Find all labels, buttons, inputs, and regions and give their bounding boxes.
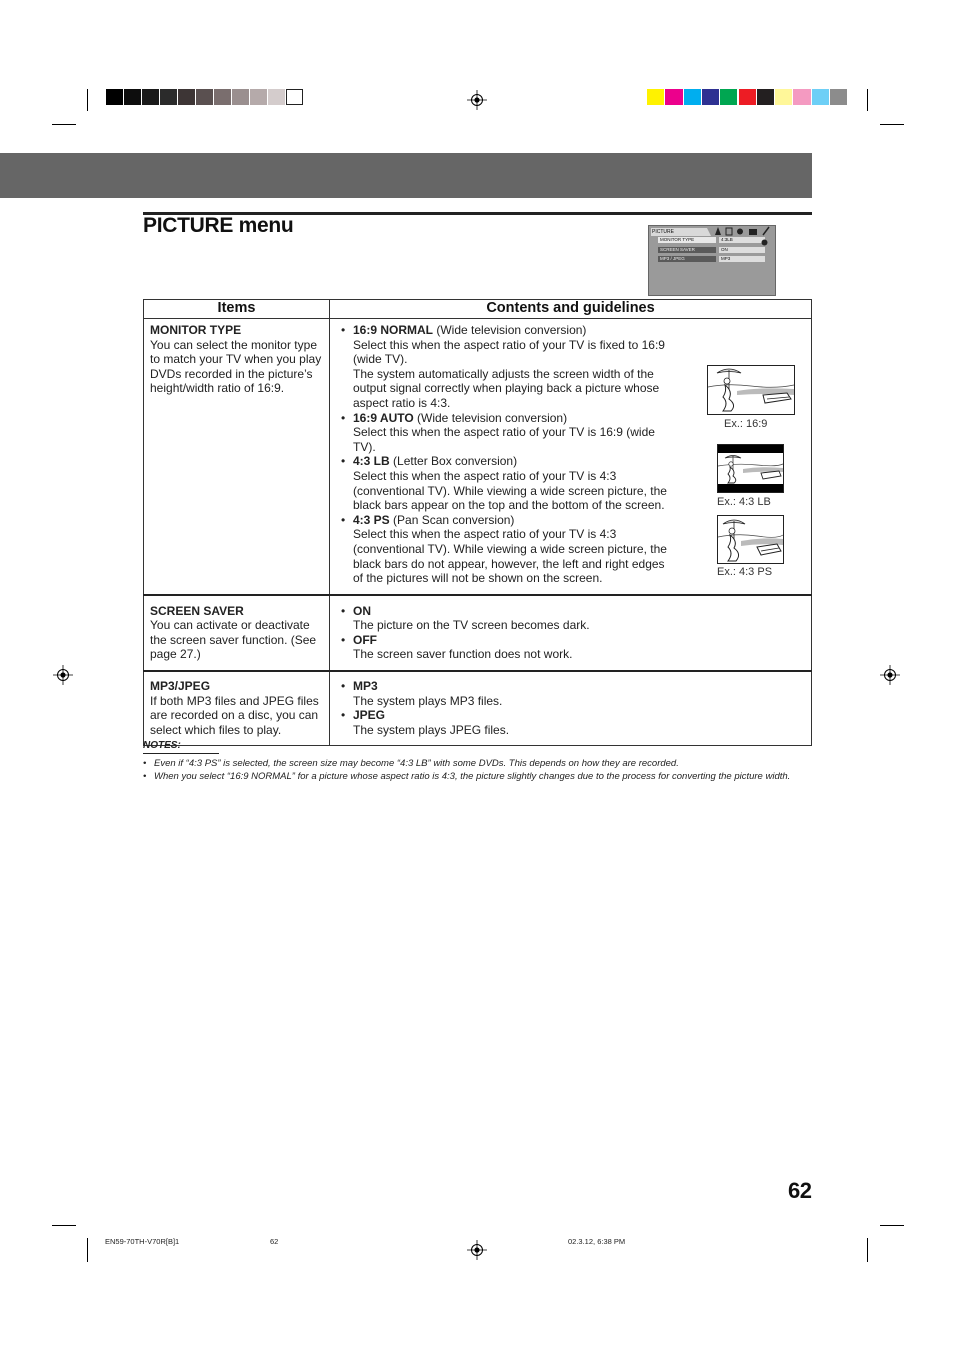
bullet: •: [341, 454, 346, 469]
page-number: 62: [788, 1178, 812, 1203]
table-row-mp3-jpeg: [144, 671, 812, 746]
footer-page: 62: [270, 1237, 279, 1246]
color-swatch: [812, 89, 829, 105]
color-swatch: [757, 89, 774, 105]
item-title: SCREEN SAVER: [150, 603, 244, 618]
item-title: MP3/JPEG: [150, 679, 211, 694]
color-swatch: [775, 89, 792, 105]
color-swatch: [232, 89, 249, 105]
color-swatch: [286, 89, 303, 105]
contents-header: Contents and guidelines: [330, 300, 812, 319]
note-item: • When you select “16:9 NORMAL” for a picture whose aspect ratio is 4:3, the picture slightly changes due to the process for converting the picture width.: [143, 771, 791, 782]
item-cell: [144, 671, 330, 746]
notes-title: NOTES:: [143, 740, 181, 751]
settings-table: [143, 299, 812, 746]
color-swatch: [142, 89, 159, 105]
osd-cursor-icon: [761, 239, 768, 246]
color-swatch: [160, 89, 177, 105]
crop-mark: [87, 1238, 88, 1262]
registration-target-icon: [53, 665, 73, 685]
color-swatch: [793, 89, 810, 105]
color-swatch: [647, 89, 664, 105]
option-4-3-ps: • 4:3 PS (Pan Scan conversion) Select this when the aspect ratio of your TV is 4:3 (conventional TV). While viewing a wide screen picture, the black bars do not appear, however, the left and right edges of the pictures will not be shown on the screen.: [341, 512, 667, 586]
color-swatch: [665, 89, 682, 105]
registration-target-icon: [467, 90, 487, 110]
bullet: •: [341, 603, 346, 618]
bullet: •: [341, 323, 346, 337]
bullet: •: [341, 708, 346, 723]
table-row-screen-saver: [144, 595, 812, 671]
osd-row-monitor-type: MONITOR TYPE 4:3LB: [658, 237, 766, 243]
example-4-3-lb-illustration: [717, 444, 784, 493]
color-swatch: [178, 89, 195, 105]
option-16-9-auto: • 16:9 AUTO (Wide television conversion) Select this when the aspect ratio of your TV is 16:9 (wide TV).: [341, 410, 655, 454]
crop-mark: [87, 89, 88, 111]
contents-cell: [330, 319, 812, 595]
example-label-16-9: Ex.: 16:9: [724, 418, 768, 430]
option-on: • ON The picture on the TV screen becomes dark.: [341, 603, 590, 633]
color-swatch: [214, 89, 231, 105]
option-mp3: • MP3 The system plays MP3 files.: [341, 679, 503, 708]
contents-cell: [330, 671, 812, 746]
crop-mark: [880, 1225, 904, 1226]
bullet: •: [341, 512, 346, 527]
color-swatch: [268, 89, 285, 105]
crop-mark: [867, 89, 868, 111]
example-label-4-3-ps: Ex.: 4:3 PS: [717, 566, 773, 578]
example-label-4-3-lb: Ex.: 4:3 LB: [717, 496, 771, 508]
footer-date: 02.3.12, 6:38 PM: [568, 1237, 626, 1246]
crop-mark: [52, 1225, 76, 1226]
color-swatch: [830, 89, 847, 105]
option-off: • OFF The screen saver function does not work.: [341, 632, 573, 662]
crop-mark: [867, 1238, 868, 1262]
item-title: MONITOR TYPE: [150, 323, 242, 337]
option-4-3-lb: • 4:3 LB (Letter Box conversion) Select this when the aspect ratio of your TV is 4:3 (conventional TV). While viewing a wide screen picture, the black bars appear on the top and the bottom of the screen.: [341, 454, 667, 513]
notes-rule: [143, 753, 219, 754]
item-cell: [144, 319, 330, 595]
color-swatch: [250, 89, 267, 105]
color-swatch: [702, 89, 719, 105]
bullet: •: [341, 410, 346, 425]
color-swatch: [106, 89, 123, 105]
bullet: •: [341, 679, 346, 694]
option-16-9-normal: • 16:9 NORMAL (Wide television conversion) Select this when the aspect ratio of your TV is fixed to 16:9 (wide TV). The system automatically adjusts the screen width of the output signal correctly when playing back a picture whose aspect ratio is 4:3.: [341, 323, 665, 410]
item-description: You can select the monitor type to match your TV when you play DVDs recorded in the picture’s height/width ratio of 16:9.: [150, 337, 322, 396]
example-4-3-ps-illustration: [717, 515, 784, 564]
registration-target-icon: [467, 1240, 487, 1260]
item-description: If both MP3 files and JPEG files are recorded on a disc, you can select which files to play.: [150, 693, 319, 737]
header-band: [0, 153, 812, 198]
item-cell: [144, 595, 330, 671]
color-swatch: [196, 89, 213, 105]
option-jpeg: • JPEG The system plays JPEG files.: [341, 708, 510, 737]
osd-header-label: PICTURE: [652, 229, 674, 235]
osd-row-screen-saver: SCREEN SAVER ON: [658, 247, 766, 253]
color-swatch: [739, 89, 756, 105]
bullet: •: [341, 632, 346, 647]
color-swatch: [720, 89, 737, 105]
crop-mark: [52, 124, 76, 125]
osd-tab-icons: [713, 226, 773, 236]
crop-mark: [880, 124, 904, 125]
color-swatch: [684, 89, 701, 105]
page-title: PICTURE menu: [143, 214, 294, 237]
example-16-9-illustration: [707, 365, 795, 415]
registration-target-icon: [880, 665, 900, 685]
contents-cell: [330, 595, 812, 671]
osd-menu-screenshot: [648, 225, 776, 296]
osd-row-mp3-jpeg: MP3 / JPEG MP3: [658, 256, 766, 262]
table-row-monitor-type: [144, 319, 812, 595]
item-description: You can activate or deactivate the screen saver function. (See page 27.): [150, 618, 317, 662]
items-header: Items: [144, 300, 330, 319]
footer-file-name: EN59-70TH-V70R[B]1: [105, 1237, 180, 1246]
color-swatch: [124, 89, 141, 105]
osd-header: [651, 228, 773, 236]
note-item: • Even if “4:3 PS” is selected, the screen size may become “4:3 LB” with some DVDs. This depends on how they are recorded.: [143, 758, 679, 769]
table-header-row: [144, 300, 812, 319]
